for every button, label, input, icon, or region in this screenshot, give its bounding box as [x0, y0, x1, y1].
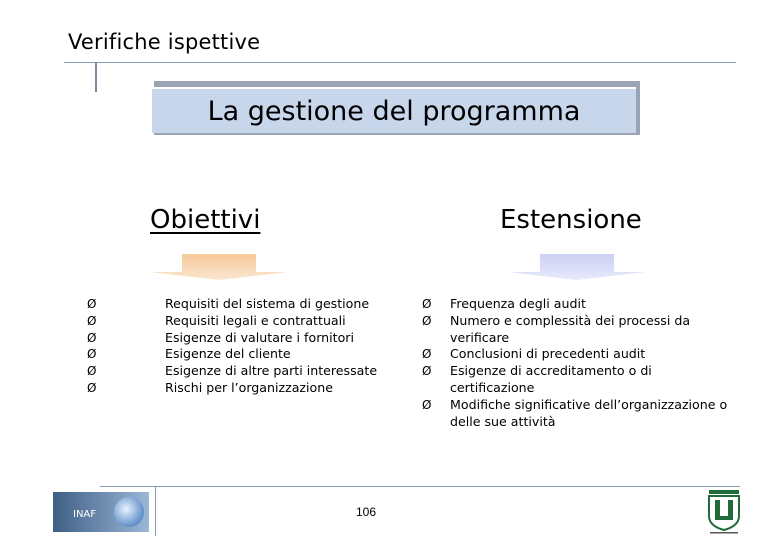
- arrow-bullet-icon: Ø: [422, 397, 432, 412]
- arrow-bullet-icon: Ø: [87, 364, 97, 379]
- list-item: Ø Esigenze del cliente: [87, 346, 291, 362]
- extent-heading: Estensione: [500, 205, 642, 235]
- slide-title: Verifiche ispettive: [68, 30, 261, 54]
- arrow-bullet-icon: Ø: [422, 313, 432, 328]
- list-item: Ø Esigenze di accreditamento o di certificazione: [422, 363, 652, 395]
- list-item: Ø Modifiche significative dell’organizzazione o delle sue attività: [422, 396, 728, 429]
- down-arrow-icon: [148, 252, 290, 282]
- arrow-bullet-icon: Ø: [87, 347, 97, 362]
- inaf-logo: [53, 490, 151, 534]
- arrow-bullet-icon: Ø: [87, 380, 97, 395]
- footer-rule: [100, 486, 740, 487]
- arrow-bullet-icon: Ø: [422, 297, 432, 311]
- arrow-bullet-icon: Ø: [87, 297, 97, 311]
- arrow-bullet-icon: Ø: [422, 347, 432, 362]
- list-item: Ø Rischi per l’organizzazione: [87, 379, 333, 395]
- extent-list: [422, 296, 740, 430]
- objectives-heading: Obiettivi: [150, 205, 261, 235]
- list-item: Ø Esigenze di valutare i fornitori: [87, 329, 354, 345]
- title-rule: [64, 62, 736, 63]
- list-item: Ø Conclusioni di precedenti audit: [422, 346, 646, 362]
- list-item: Ø Numero e complessità dei processi da verificare: [422, 312, 691, 345]
- list-item: Ø Frequenza degli audit: [422, 296, 586, 311]
- arrow-bullet-icon: Ø: [87, 330, 97, 345]
- banner: [150, 87, 636, 133]
- list-item: Ø Esigenze di altre parti interessate: [87, 363, 378, 379]
- down-arrow-icon: [506, 252, 648, 282]
- footer-tick: [155, 486, 156, 536]
- svg-text:INAF: INAF: [73, 509, 97, 520]
- arrow-bullet-icon: Ø: [422, 364, 432, 379]
- objectives-list: [87, 296, 380, 397]
- list-item: Ø Requisiti legali e contrattuali: [87, 312, 346, 328]
- banner-title: La gestione del programma: [207, 95, 581, 127]
- list-item: Ø Requisiti del sistema di gestione: [87, 296, 370, 311]
- page-number: 106: [356, 505, 377, 519]
- title-tick: [95, 62, 97, 92]
- arrow-bullet-icon: Ø: [87, 313, 97, 328]
- university-seal-icon: [706, 488, 742, 536]
